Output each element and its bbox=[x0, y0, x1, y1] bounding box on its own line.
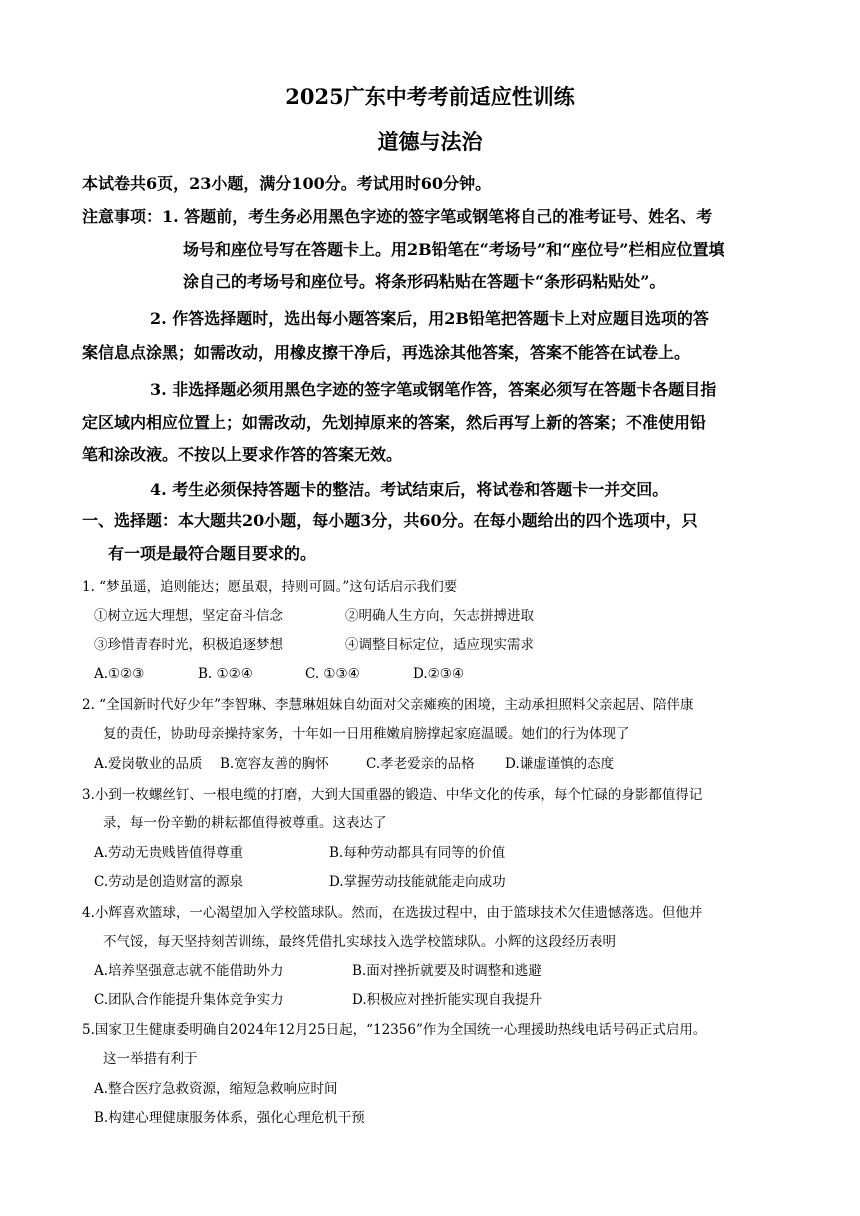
answer-option: D.积极应对挫折能实现自我提升 bbox=[352, 992, 543, 1008]
notes-line: 2. 作答选择题时，选出每小题答案后，用2B铅笔把答题卡上对应题目选项的答 bbox=[150, 309, 709, 328]
question-stem: 不气馁，每天坚持刻苦训练，最终凭借扎实球技入选学校篮球队。小辉的这段经历表明 bbox=[103, 934, 616, 950]
question-stem: 1. “梦虽遥，追则能达；愿虽艰，持则可圆。”这句话启示我们要 bbox=[82, 579, 458, 595]
notes-line: 注意事项：1. 答题前，考生务必用黑色字迹的签字笔或钢笔将自己的准考证号、姓名、考 bbox=[82, 207, 713, 226]
question-stem: 4.小辉喜欢篮球，一心渴望加入学校篮球队。然而，在选拔过程中，由于篮球技术欠佳遗憾落选。但他并 bbox=[82, 905, 703, 921]
question-stem: 这一举措有利于 bbox=[103, 1051, 198, 1067]
statement-item: ③珍惜青春时光，积极追逐梦想 bbox=[94, 637, 283, 653]
question-stem: 3.小到一枚螺丝钉、一根电缆的打磨，大到大国重器的锻造、中华文化的传承，每个忙碌的身影都值得记 bbox=[82, 787, 703, 803]
notes-line: 案信息点涂黑；如需改动，用橡皮擦干净后，再选涂其他答案，答案不能答在试卷上。 bbox=[82, 343, 691, 362]
answer-option: B. ①②④ bbox=[198, 666, 253, 682]
answer-option: B.每种劳动都具有同等的价值 bbox=[329, 845, 506, 861]
subject-title: 道德与法治 bbox=[377, 129, 483, 154]
statement-item: ①树立远大理想，坚定奋斗信念 bbox=[94, 608, 283, 624]
question-stem: 5.国家卫生健康委明确自2024年12月25日起，“12356”作为全国统一心理援助热线电话号码正式启用。 bbox=[82, 1022, 707, 1038]
answer-option: D.②③④ bbox=[413, 666, 464, 682]
answer-option: A.整合医疗急救资源，缩短急救响应时间 bbox=[94, 1081, 338, 1097]
answer-option: C.孝老爱亲的品格 bbox=[366, 756, 475, 772]
answer-option: A.劳动无贵贱皆值得尊重 bbox=[94, 845, 244, 861]
answer-option: A.爱岗敬业的品质 bbox=[94, 756, 203, 772]
answer-option: B.面对挫折就要及时调整和逃避 bbox=[352, 963, 542, 979]
answer-option: B.构建心理健康服务体系，强化心理危机干预 bbox=[94, 1110, 365, 1126]
answer-option: C.劳动是创造财富的源泉 bbox=[94, 874, 244, 890]
question-stem: 2. “全国新时代好少年”李智琳、李慧琳姐妹自幼面对父亲瘫痪的困境，主动承担照料父亲起居、陪伴康 bbox=[82, 697, 694, 713]
question-stem: 复的责任，协助母亲操持家务，十年如一日用稚嫩肩膀撑起家庭温暖。她们的行为体现了 bbox=[103, 726, 630, 742]
answer-option: D.掌握劳动技能就能走向成功 bbox=[329, 874, 506, 890]
section-line: 有一项是最符合题目要求的。 bbox=[108, 544, 317, 563]
answer-option: C.团队合作能提升集体竞争实力 bbox=[94, 992, 284, 1008]
answer-option: C. ①③④ bbox=[305, 666, 360, 682]
statement-item: ④调整目标定位，适应现实需求 bbox=[345, 637, 534, 653]
answer-option: D.谦虚谨慎的态度 bbox=[505, 756, 615, 772]
section-line: 一、选择题：本大题共20小题，每小题3分，共60分。在每小题给出的四个选项中，只 bbox=[82, 511, 698, 530]
question-stem: 录，每一份辛勤的耕耘都值得被尊重。这表达了 bbox=[103, 815, 387, 831]
exam-title: 2025广东中考考前适应性训练 bbox=[285, 84, 575, 109]
notes-line: 定区域内相应位置上；如需改动，先划掉原来的答案，然后再写上新的答案；不准使用铅 bbox=[82, 413, 707, 432]
answer-option: A.①②③ bbox=[94, 666, 145, 682]
answer-option: B.宽容友善的胸怀 bbox=[220, 756, 329, 772]
notes-line: 笔和涂改液。不按以上要求作答的答案无效。 bbox=[82, 445, 403, 464]
notes-line: 4. 考生必须保持答题卡的整洁。考试结束后，将试卷和答题卡一并交回。 bbox=[150, 480, 669, 499]
notes-line: 涂自己的考场号和座位号。将条形码粘贴在答题卡“条形码粘贴处”。 bbox=[183, 272, 666, 291]
answer-option: A.培养坚强意志就不能借助外力 bbox=[94, 963, 284, 979]
notes-line: 3. 非选择题必须用黑色字迹的签字笔或钢笔作答，答案必须写在答题卡各题目指 bbox=[150, 380, 717, 399]
notes-line: 场号和座位号写在答题卡上。用2B铅笔在“考场号”和“座位号”栏相应位置填 bbox=[183, 240, 725, 259]
statement-item: ②明确人生方向，矢志拼搏进取 bbox=[345, 608, 534, 624]
exam-summary: 本试卷共6页，23小题，满分100分。考试用时60分钟。 bbox=[82, 174, 492, 193]
